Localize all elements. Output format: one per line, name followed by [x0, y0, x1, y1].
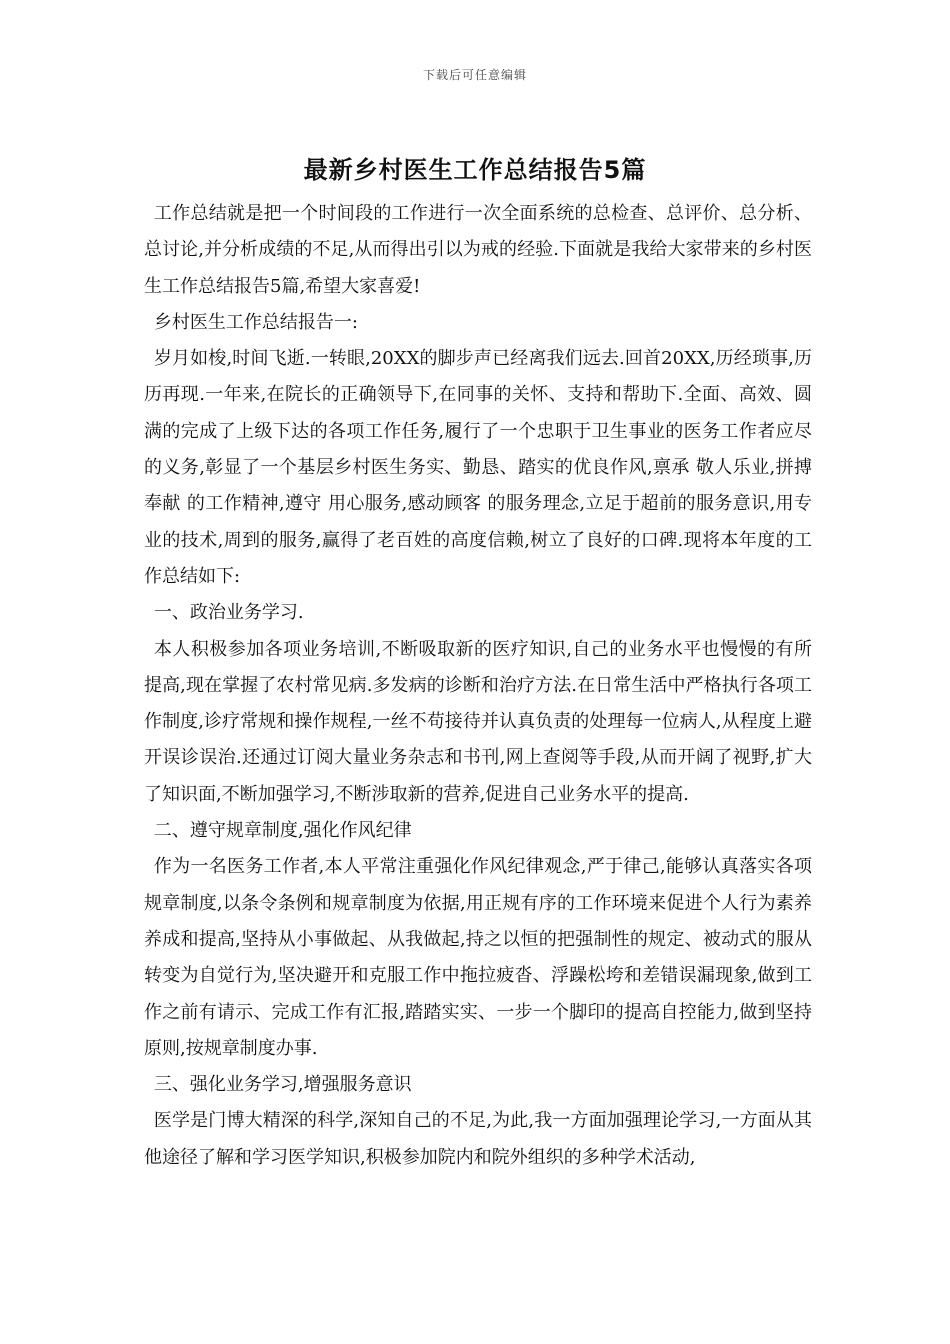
- paragraph: 本人积极参加各项业务培训,不断吸取新的医疗知识,自己的业务水平也慢慢的有所提高,现在掌握了农村常见病.多发病的诊断和治疗方法.在日常生活中严格执行各项工作制度,诊疗常规和操作规程,一丝不苟接待并认真负责的处理每一位病人,从程度上避开误诊误治.还通过订阅大量业务杂志和书刊,网上查阅等手段,从而开阔了视野,扩大了知识面,不断加强学习,不断涉取新的营养,促进自己业务水平的提高.: [144, 638, 812, 805]
- page-header: 下载后可任意编辑: [422, 68, 527, 82]
- paragraph: 岁月如梭,时间飞逝.一转眼,20XX的脚步声已经离我们远去.回首20XX,历经琐事,历历再现.一年来,在院长的正确领导下,在同事的关怀、支持和帮助下.全面、高效、圆满的完成了上级下达的各项工作任务,履行了一个忠职于卫生事业的医务工作者应尽的义务,彰显了一个基层乡村医生务实、勤恳、踏实的优良作风,禀承 敬人乐业,拼搏奉献 的工作精神,遵守 用心服务,感动顾客 的服务理念,立足于超前的服务意识,用专业的技术,周到的服务,赢得了老百姓的高度信赖,树立了良好的口碑.现将本年度的工作总结如下:: [144, 348, 812, 587]
- paragraph-intro: 工作总结就是把一个时间段的工作进行一次全面系统的总检查、总评价、总分析、总讨论,并分析成绩的不足,从而得出引以为戒的经验.下面就是我给大家带来的乡村医生工作总结报告5篇,希望大家喜爱!: [144, 203, 812, 297]
- paragraph: 作为一名医务工作者,本人平常注重强化作风纪律观念,严于律己,能够认真落实各项规章制度,以条令条例和规章制度为依据,用正规有序的工作环境来促进个人行为素养养成和提高,坚持从小事做起、从我做起,持之以恒的把强制性的规定、被动式的服从转变为自觉行为,坚决避开和克服工作中拖拉疲沓、浮躁松垮和差错误漏现象,做到工作之前有请示、完成工作有汇报,踏踏实实、一步一个脚印的提高自控能力,做到坚持原则,按规章制度办事.: [144, 856, 812, 1059]
- section-heading: 三、强化业务学习,增强服务意识: [153, 1074, 412, 1096]
- document-title: 最新乡村医生工作总结报告5篇: [303, 156, 647, 184]
- paragraph: 医学是门博大精深的科学,深知自己的不足,为此,我一方面加强理论学习,一方面从其他途径了解和学习医学知识,积极参加院内和院外组织的多种学术活动,: [144, 1110, 812, 1168]
- section-heading: 一、政治业务学习.: [153, 602, 304, 624]
- section-heading-report-one: 乡村医生工作总结报告一:: [153, 311, 358, 333]
- section-heading: 二、遵守规章制度,强化作风纪律: [153, 820, 412, 842]
- document-body: [144, 196, 812, 1176]
